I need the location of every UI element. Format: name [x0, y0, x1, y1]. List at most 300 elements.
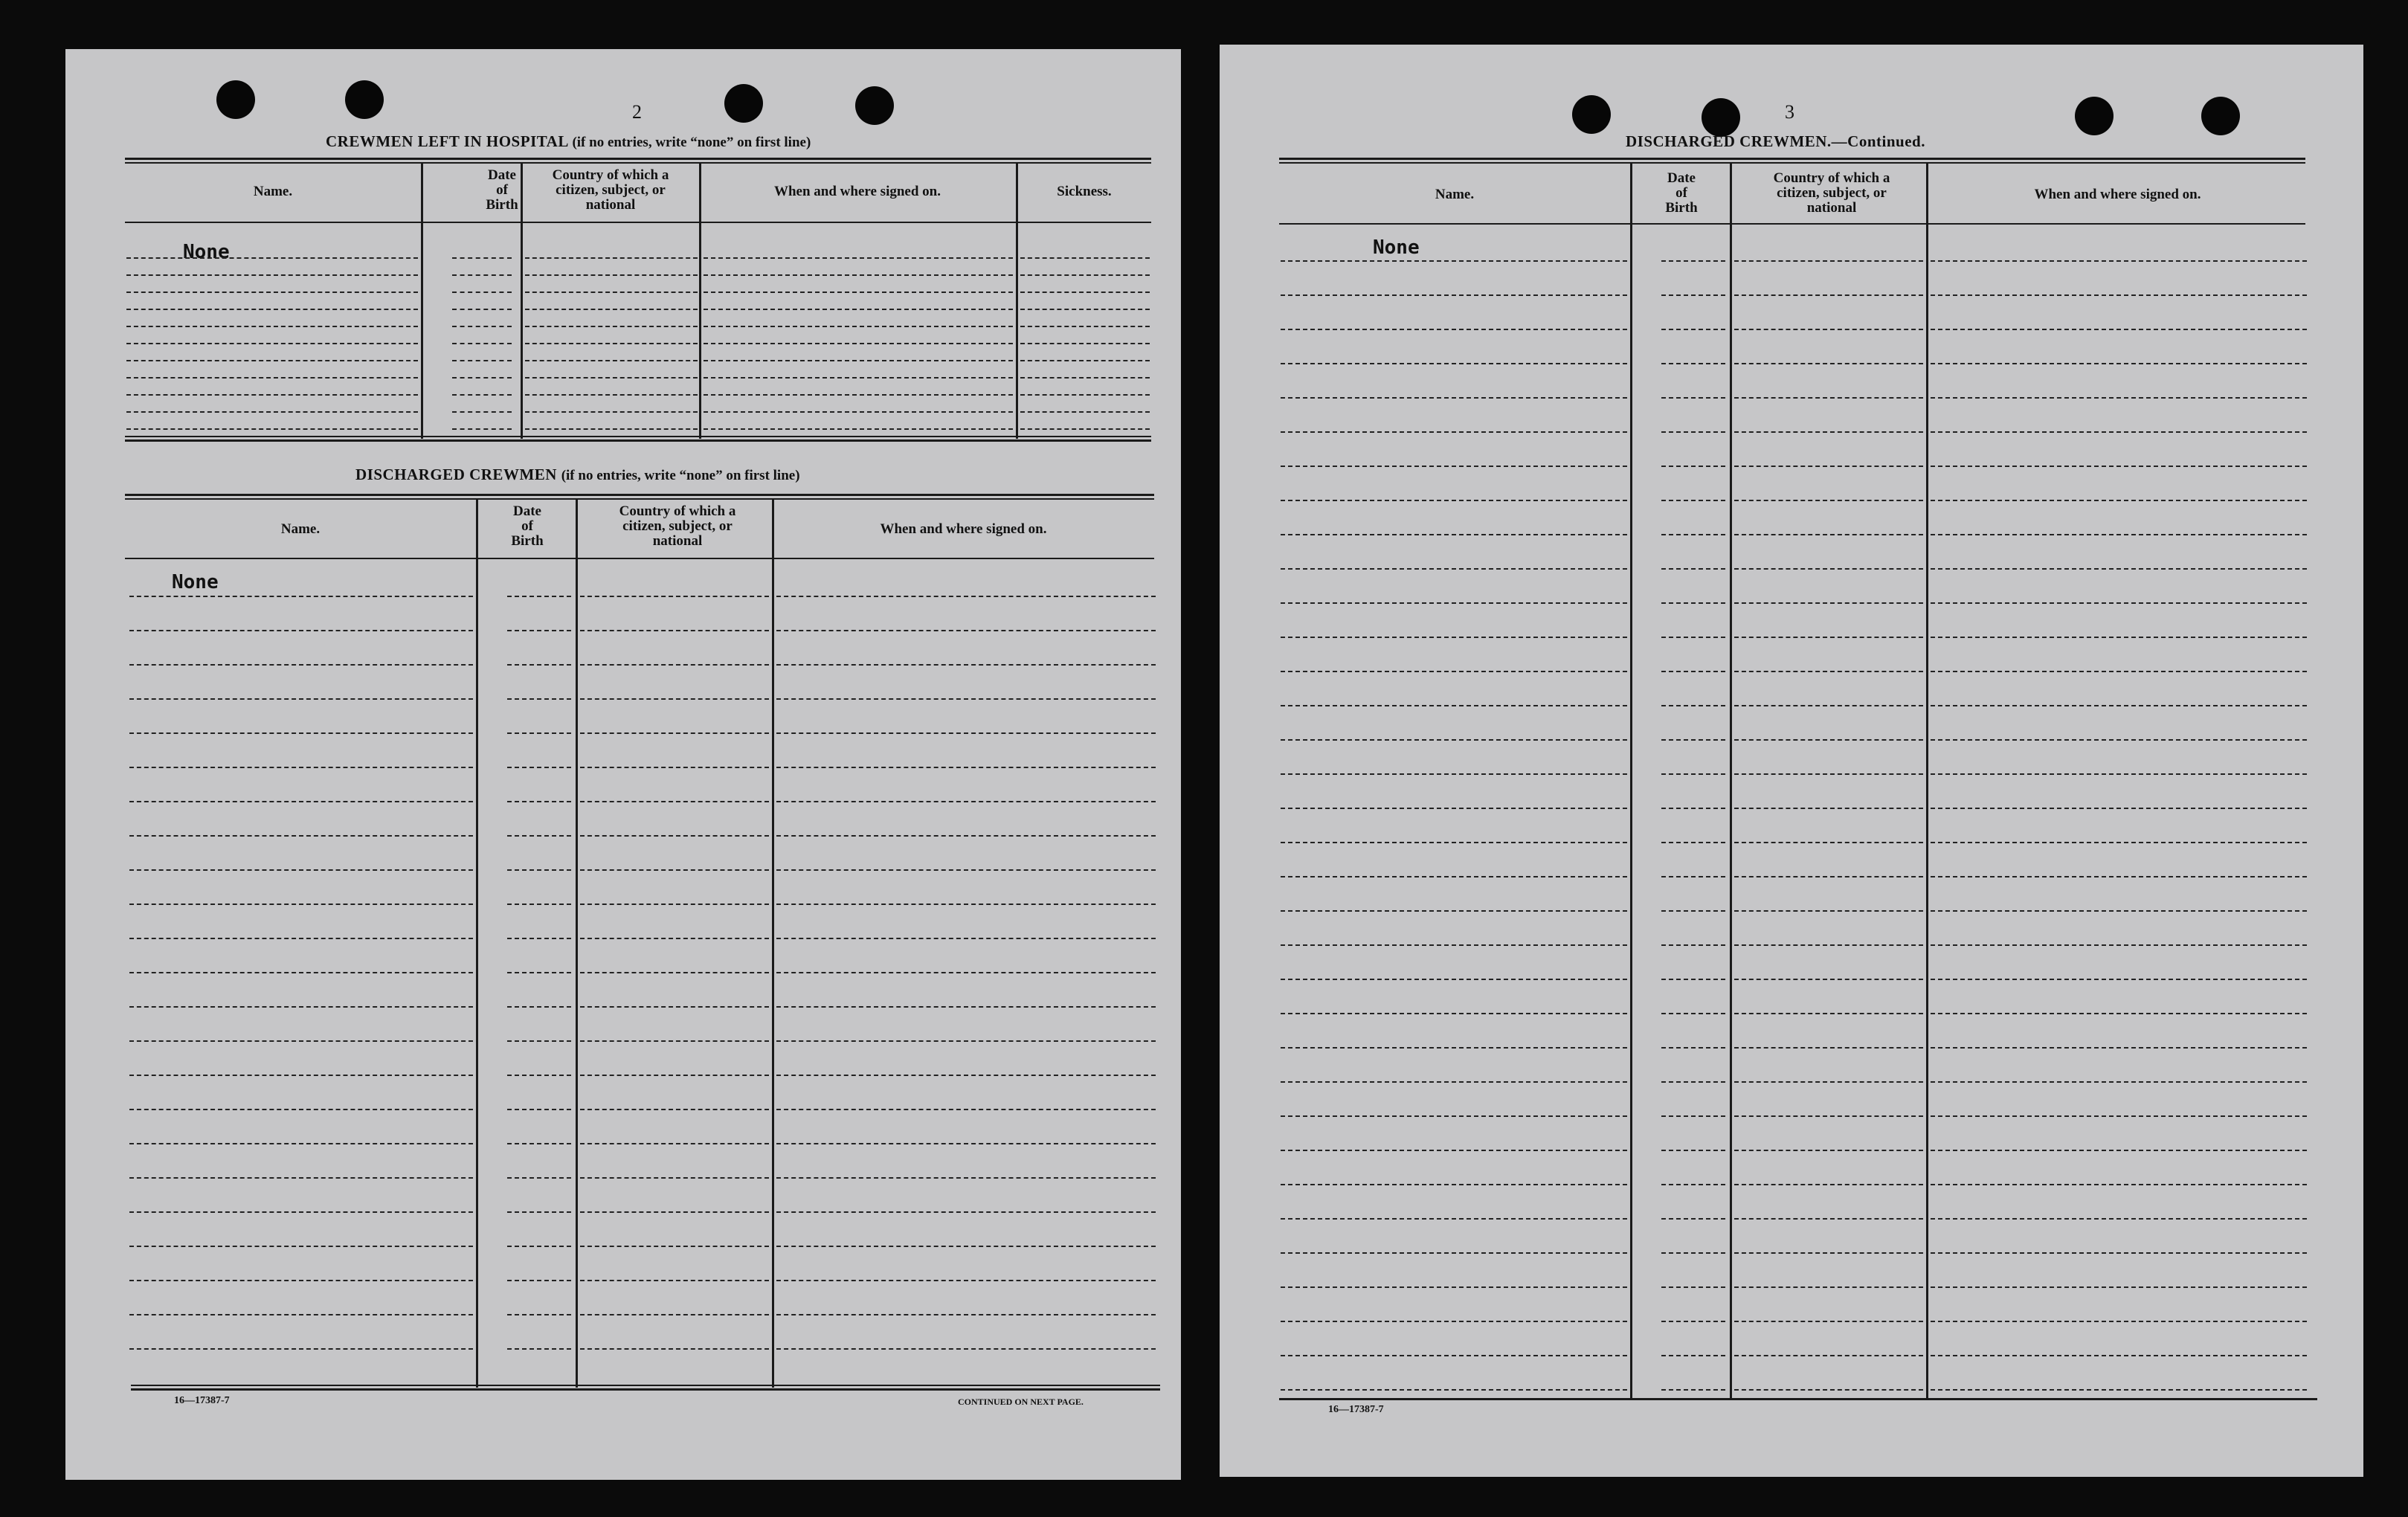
- hospital-header-rule: [125, 222, 1151, 223]
- ruled-line: [1020, 257, 1150, 259]
- ruled-line: [580, 630, 769, 631]
- ruled-line: [1281, 1150, 1627, 1151]
- ruled-line: [1661, 808, 1725, 809]
- hospital-top-rule-2: [125, 162, 1151, 164]
- ruled-line: [1281, 705, 1627, 706]
- ruled-line: [126, 360, 418, 361]
- ruled-line: [1734, 1321, 1923, 1322]
- right-col-country: Country of which a citizen, subject, or national: [1773, 170, 1890, 216]
- ruled-line: [1931, 534, 2307, 535]
- page-number: 2: [632, 101, 642, 123]
- ruled-line: [126, 274, 418, 276]
- ruled-line: [776, 801, 1156, 802]
- ruled-line: [126, 343, 418, 344]
- ruled-line: [525, 274, 698, 276]
- ruled-line: [704, 411, 1013, 413]
- ruled-line: [580, 596, 769, 597]
- ruled-line: [1931, 1355, 2307, 1356]
- ruled-line: [1734, 1115, 1923, 1117]
- ruled-line: [1281, 1013, 1627, 1014]
- ruled-line: [1734, 910, 1923, 912]
- hospital-col-divider-1: [421, 162, 423, 439]
- ruled-line: [1281, 397, 1627, 399]
- ruled-line: [704, 360, 1013, 361]
- ruled-line: [1281, 739, 1627, 741]
- ruled-line: [1661, 1286, 1725, 1288]
- ruled-line: [525, 428, 698, 430]
- ruled-line: [580, 1040, 769, 1042]
- right-header-rule: [1279, 223, 2305, 225]
- ruled-line: [525, 292, 698, 293]
- ruled-line: [1661, 1389, 1725, 1391]
- ruled-line: [1734, 705, 1923, 706]
- ruled-line: [452, 394, 512, 396]
- discharged-top-rule: [125, 494, 1154, 496]
- ruled-line: [1281, 979, 1627, 980]
- ruled-line: [1931, 431, 2307, 433]
- ruled-line: [452, 411, 512, 413]
- ruled-line: [129, 596, 473, 597]
- ruled-line: [507, 1348, 571, 1350]
- ruled-line: [776, 1280, 1156, 1281]
- ruled-line: [1931, 808, 2307, 809]
- ruled-line: [126, 326, 418, 327]
- right-section-title: DISCHARGED CREWMEN.—Continued.: [1626, 132, 1925, 150]
- left-page: [65, 49, 1181, 1480]
- ruled-line: [1661, 876, 1725, 877]
- right-bottom-rule: [1279, 1398, 2317, 1400]
- ruled-line: [129, 801, 473, 802]
- hospital-title-text: CREWMEN LEFT IN HOSPITAL: [326, 132, 568, 150]
- ruled-line: [1020, 360, 1150, 361]
- discharged-col-divider-3: [772, 498, 774, 1388]
- hospital-col-signed-on: When and where signed on.: [773, 184, 941, 199]
- ruled-line: [776, 904, 1156, 905]
- ruled-line: [507, 1246, 571, 1247]
- ruled-line: [507, 904, 571, 905]
- hospital-bottom-rule-2: [125, 439, 1151, 442]
- ruled-line: [129, 1040, 473, 1042]
- ruled-line: [1281, 1389, 1627, 1391]
- ruled-line: [507, 1177, 571, 1179]
- ruled-line: [1931, 363, 2307, 364]
- ruled-line: [776, 732, 1156, 734]
- ruled-line: [126, 309, 418, 310]
- ruled-line: [580, 801, 769, 802]
- ruled-line: [126, 394, 418, 396]
- ruled-line: [507, 1211, 571, 1213]
- ruled-line: [704, 428, 1013, 430]
- ruled-line: [1931, 944, 2307, 946]
- ruled-line: [580, 732, 769, 734]
- ruled-line: [1734, 431, 1923, 433]
- ruled-line: [776, 1348, 1156, 1350]
- ruled-line: [1661, 637, 1725, 638]
- ruled-line: [1931, 1184, 2307, 1185]
- hospital-bottom-rule: [125, 436, 1151, 437]
- right-col-signed-on: When and where signed on.: [2034, 187, 2201, 202]
- ruled-line: [1661, 1081, 1725, 1083]
- ruled-line: [1734, 944, 1923, 946]
- page-number: 3: [1785, 101, 1794, 123]
- ruled-line: [126, 257, 418, 259]
- ruled-line: [1931, 876, 2307, 877]
- ruled-line: [129, 938, 473, 939]
- ruled-line: [580, 1177, 769, 1179]
- ruled-line: [1734, 1081, 1923, 1083]
- ruled-line: [1661, 294, 1725, 296]
- ruled-line: [1281, 1184, 1627, 1185]
- ruled-line: [1661, 466, 1725, 467]
- ruled-line: [452, 257, 512, 259]
- ruled-line: [507, 1040, 571, 1042]
- discharged-top-rule-2: [125, 498, 1154, 500]
- ruled-line: [1931, 671, 2307, 672]
- ruled-line: [1661, 363, 1725, 364]
- ruled-line: [1281, 773, 1627, 775]
- ruled-line: [1931, 773, 2307, 775]
- ruled-line: [1931, 1013, 2307, 1014]
- ruled-line: [580, 1314, 769, 1315]
- punch-hole-8: [2201, 97, 2240, 135]
- ruled-line: [704, 326, 1013, 327]
- ruled-line: [1281, 910, 1627, 912]
- ruled-line: [704, 309, 1013, 310]
- ruled-line: [1661, 705, 1725, 706]
- ruled-line: [1931, 294, 2307, 296]
- ruled-line: [1734, 876, 1923, 877]
- ruled-line: [452, 360, 512, 361]
- ruled-line: [452, 428, 512, 430]
- discharged-col-dob: Date of Birth: [511, 503, 544, 549]
- discharged-col-country: Country of which a citizen, subject, or national: [619, 503, 736, 549]
- ruled-line: [507, 767, 571, 768]
- ruled-line: [1734, 1218, 1923, 1220]
- ruled-line: [1931, 842, 2307, 843]
- ruled-line: [507, 835, 571, 837]
- ruled-line: [1734, 808, 1923, 809]
- ruled-line: [525, 326, 698, 327]
- ruled-line: [776, 1109, 1156, 1110]
- ruled-line: [580, 835, 769, 837]
- ruled-line: [1661, 1047, 1725, 1049]
- discharged-first-entry: None: [172, 571, 219, 593]
- ruled-line: [129, 1109, 473, 1110]
- ruled-line: [776, 972, 1156, 973]
- ruled-line: [1281, 466, 1627, 467]
- ruled-line: [1734, 1355, 1923, 1356]
- ruled-line: [1281, 260, 1627, 262]
- hospital-col-country: Country of which a citizen, subject, or national: [552, 167, 669, 213]
- ruled-line: [129, 1143, 473, 1144]
- ruled-line: [1281, 808, 1627, 809]
- discharged-header-rule: [125, 558, 1154, 559]
- right-top-rule-2: [1279, 162, 2305, 164]
- ruled-line: [1661, 431, 1725, 433]
- ruled-line: [1661, 671, 1725, 672]
- ruled-line: [1734, 842, 1923, 843]
- ruled-line: [126, 377, 418, 379]
- ruled-line: [1020, 394, 1150, 396]
- ruled-line: [452, 343, 512, 344]
- ruled-line: [1281, 1115, 1627, 1117]
- ruled-line: [1281, 602, 1627, 604]
- discharged-instruction: (if no entries, write “none” on first line): [561, 468, 800, 483]
- ruled-line: [1020, 377, 1150, 379]
- ruled-line: [1661, 910, 1725, 912]
- right-col-divider-3: [1926, 162, 1928, 1400]
- ruled-line: [1661, 397, 1725, 399]
- ruled-line: [580, 1348, 769, 1350]
- ruled-line: [1931, 910, 2307, 912]
- ruled-line: [1734, 534, 1923, 535]
- ruled-line: [1281, 568, 1627, 570]
- ruled-line: [1931, 1389, 2307, 1391]
- ruled-line: [1931, 1047, 2307, 1049]
- ruled-line: [507, 664, 571, 666]
- ruled-line: [129, 869, 473, 871]
- ruled-line: [507, 698, 571, 700]
- ruled-line: [129, 1075, 473, 1076]
- ruled-line: [1281, 534, 1627, 535]
- ruled-line: [704, 292, 1013, 293]
- ruled-line: [129, 1211, 473, 1213]
- ruled-line: [525, 257, 698, 259]
- ruled-line: [129, 1006, 473, 1008]
- ruled-line: [1734, 363, 1923, 364]
- hospital-instruction: (if no entries, write “none” on first line): [572, 135, 811, 150]
- ruled-line: [1931, 329, 2307, 330]
- ruled-line: [1020, 428, 1150, 430]
- ruled-line: [126, 292, 418, 293]
- ruled-line: [1020, 274, 1150, 276]
- ruled-line: [1931, 260, 2307, 262]
- ruled-line: [580, 664, 769, 666]
- ruled-line: [580, 869, 769, 871]
- ruled-line: [1281, 1047, 1627, 1049]
- ruled-line: [1734, 500, 1923, 501]
- ruled-line: [1661, 739, 1725, 741]
- punch-hole-4: [855, 86, 894, 125]
- ruled-line: [1281, 1252, 1627, 1254]
- ruled-line: [129, 732, 473, 734]
- ruled-line: [1281, 329, 1627, 330]
- right-page: [1220, 45, 2363, 1477]
- discharged-bottom-rule-2: [131, 1388, 1160, 1391]
- ruled-line: [580, 1143, 769, 1144]
- hospital-top-rule: [125, 158, 1151, 160]
- ruled-line: [1661, 1115, 1725, 1117]
- ruled-line: [776, 698, 1156, 700]
- discharged-col-signed-on: When and where signed on.: [880, 521, 1047, 537]
- punch-hole-5: [1572, 95, 1611, 134]
- ruled-line: [1020, 309, 1150, 310]
- right-col-dob: Date of Birth: [1665, 170, 1698, 216]
- form-number: 16—17387-7: [174, 1395, 230, 1406]
- hospital-col-dob: Date of Birth: [486, 167, 518, 213]
- ruled-line: [1734, 773, 1923, 775]
- ruled-line: [704, 274, 1013, 276]
- ruled-line: [507, 1280, 571, 1281]
- ruled-line: [1734, 1389, 1923, 1391]
- ruled-line: [580, 698, 769, 700]
- hospital-first-entry: None: [183, 241, 230, 263]
- ruled-line: [1931, 397, 2307, 399]
- ruled-line: [1020, 411, 1150, 413]
- ruled-line: [580, 1006, 769, 1008]
- ruled-line: [1734, 1013, 1923, 1014]
- ruled-line: [1281, 944, 1627, 946]
- ruled-line: [580, 767, 769, 768]
- ruled-line: [129, 630, 473, 631]
- ruled-line: [1661, 534, 1725, 535]
- ruled-line: [1661, 568, 1725, 570]
- ruled-line: [1281, 363, 1627, 364]
- ruled-line: [776, 664, 1156, 666]
- ruled-line: [129, 1177, 473, 1179]
- ruled-line: [776, 1143, 1156, 1144]
- right-col-name: Name.: [1435, 187, 1475, 202]
- ruled-line: [776, 1177, 1156, 1179]
- ruled-line: [129, 698, 473, 700]
- discharged-bottom-rule: [131, 1385, 1160, 1386]
- ruled-line: [1734, 979, 1923, 980]
- ruled-line: [129, 835, 473, 837]
- ruled-line: [1734, 637, 1923, 638]
- right-col-divider-2: [1730, 162, 1732, 1400]
- ruled-line: [525, 343, 698, 344]
- ruled-line: [129, 1348, 473, 1350]
- ruled-line: [580, 1246, 769, 1247]
- ruled-line: [1931, 979, 2307, 980]
- ruled-line: [507, 938, 571, 939]
- discharged-col-name: Name.: [280, 521, 321, 537]
- ruled-line: [1281, 637, 1627, 638]
- ruled-line: [1281, 842, 1627, 843]
- ruled-line: [776, 1075, 1156, 1076]
- ruled-line: [507, 869, 571, 871]
- ruled-line: [1281, 876, 1627, 877]
- ruled-line: [1661, 602, 1725, 604]
- ruled-line: [1931, 1150, 2307, 1151]
- right-col-divider-1: [1630, 162, 1632, 1400]
- hospital-col-sickness: Sickness.: [1057, 184, 1112, 199]
- ruled-line: [776, 1040, 1156, 1042]
- ruled-line: [1281, 1286, 1627, 1288]
- ruled-line: [525, 377, 698, 379]
- ruled-line: [1734, 739, 1923, 741]
- ruled-line: [1281, 431, 1627, 433]
- ruled-line: [1661, 1252, 1725, 1254]
- ruled-line: [452, 377, 512, 379]
- ruled-line: [1931, 705, 2307, 706]
- hospital-col-divider-4: [1016, 162, 1018, 439]
- ruled-line: [776, 835, 1156, 837]
- ruled-line: [452, 274, 512, 276]
- hospital-section-title: [326, 132, 811, 151]
- ruled-line: [1281, 671, 1627, 672]
- punch-hole-1: [216, 80, 255, 119]
- ruled-line: [525, 394, 698, 396]
- ruled-line: [507, 801, 571, 802]
- ruled-line: [1661, 500, 1725, 501]
- ruled-line: [1931, 1218, 2307, 1220]
- ruled-line: [525, 309, 698, 310]
- ruled-line: [580, 1280, 769, 1281]
- ruled-line: [1020, 292, 1150, 293]
- ruled-line: [1734, 1047, 1923, 1049]
- ruled-line: [1734, 1150, 1923, 1151]
- ruled-line: [580, 1211, 769, 1213]
- ruled-line: [1661, 1321, 1725, 1322]
- ruled-line: [1281, 1355, 1627, 1356]
- punch-hole-2: [345, 80, 384, 119]
- punch-hole-3: [724, 84, 763, 123]
- ruled-line: [129, 767, 473, 768]
- ruled-line: [1734, 568, 1923, 570]
- ruled-line: [126, 428, 418, 430]
- ruled-line: [1661, 1355, 1725, 1356]
- ruled-line: [525, 360, 698, 361]
- ruled-line: [1734, 397, 1923, 399]
- ruled-line: [1931, 1115, 2307, 1117]
- ruled-line: [507, 596, 571, 597]
- ruled-line: [129, 1314, 473, 1315]
- ruled-line: [1281, 1321, 1627, 1322]
- ruled-line: [129, 972, 473, 973]
- ruled-line: [507, 1143, 571, 1144]
- ruled-line: [525, 411, 698, 413]
- continued-note: CONTINUED ON NEXT PAGE.: [958, 1397, 1084, 1407]
- discharged-col-divider-2: [576, 498, 578, 1388]
- ruled-line: [1931, 500, 2307, 501]
- ruled-line: [776, 938, 1156, 939]
- ruled-line: [507, 1075, 571, 1076]
- ruled-line: [704, 377, 1013, 379]
- ruled-line: [1734, 466, 1923, 467]
- ruled-line: [507, 630, 571, 631]
- ruled-line: [126, 411, 418, 413]
- ruled-line: [1734, 602, 1923, 604]
- ruled-line: [1931, 466, 2307, 467]
- ruled-line: [580, 972, 769, 973]
- ruled-line: [704, 394, 1013, 396]
- ruled-line: [1661, 1013, 1725, 1014]
- ruled-line: [1661, 1184, 1725, 1185]
- ruled-line: [129, 1280, 473, 1281]
- ruled-line: [1661, 773, 1725, 775]
- ruled-line: [776, 1211, 1156, 1213]
- ruled-line: [129, 1246, 473, 1247]
- ruled-line: [580, 904, 769, 905]
- ruled-line: [776, 596, 1156, 597]
- discharged-section-title: [355, 466, 800, 484]
- ruled-line: [704, 343, 1013, 344]
- ruled-line: [776, 1246, 1156, 1247]
- ruled-line: [1931, 1081, 2307, 1083]
- hospital-col-name: Name.: [253, 184, 293, 199]
- ruled-line: [580, 1109, 769, 1110]
- ruled-line: [129, 664, 473, 666]
- right-top-rule: [1279, 158, 2305, 160]
- ruled-line: [1734, 329, 1923, 330]
- ruled-line: [1661, 842, 1725, 843]
- ruled-line: [776, 767, 1156, 768]
- ruled-line: [1281, 1081, 1627, 1083]
- ruled-line: [580, 938, 769, 939]
- punch-hole-7: [2075, 97, 2114, 135]
- ruled-line: [704, 257, 1013, 259]
